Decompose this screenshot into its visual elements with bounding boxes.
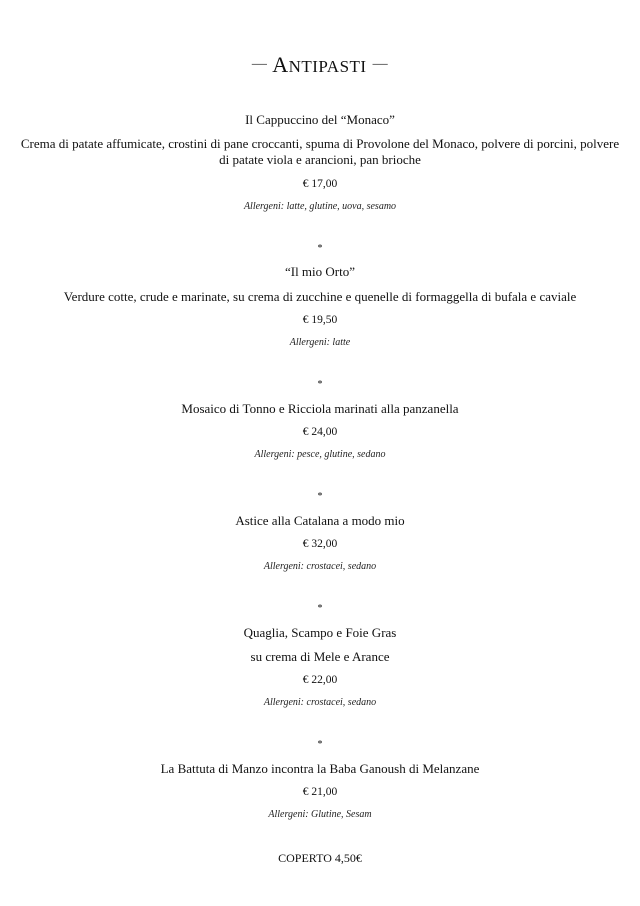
dish-price: € 22,00	[302, 674, 338, 686]
dish-price: € 32,00	[302, 538, 338, 550]
dish-title: Il Cappuccino del “Monaco”	[245, 112, 395, 127]
dish-title: Mosaico di Tonno e Ricciola marinati alla panzanella	[181, 401, 459, 416]
dish-allergens: Allergeni: Glutine, Sesam	[268, 809, 372, 820]
dish-allergens: Allergeni: latte	[289, 337, 351, 348]
dish-allergens: Allergeni: latte, glutine, uova, sesamo	[243, 201, 397, 212]
dish-price: € 21,00	[302, 786, 338, 798]
cover-charge: COPERTO 4,50€	[278, 851, 362, 865]
separator: *	[317, 603, 323, 614]
separator: *	[317, 739, 323, 750]
dish-description: Verdure cotte, crude e marinate, su crema di zucchine e quenelle di formaggella di bufala e caviale	[63, 289, 577, 304]
title-initial: A	[272, 52, 289, 77]
dish-title: “Il mio Orto”	[284, 264, 356, 279]
dish-price: € 17,00	[302, 178, 338, 190]
separator: *	[317, 379, 323, 390]
separator: *	[317, 491, 323, 502]
title-rest: NTIPASTI	[288, 57, 367, 76]
title-dash-right: —	[372, 56, 389, 72]
dish-allergens: Allergeni: pesce, glutine, sedano	[254, 449, 386, 460]
dish-title: Astice alla Catalana a modo mio	[235, 513, 405, 528]
dish-title: Quaglia, Scampo e Foie Gras	[243, 625, 397, 640]
title-dash-left: —	[251, 56, 268, 72]
dish-allergens: Allergeni: crostacei, sedano	[263, 697, 377, 708]
dish-allergens: Allergeni: crostacei, sedano	[263, 561, 377, 572]
dish-description: Crema di patate affumicate, crostini di pane croccanti, spuma di Provolone del Monaco, polvere di porcini, polvere di patate viola e arancioni, pan brioche	[20, 136, 620, 167]
section-title	[0, 52, 640, 78]
separator: *	[317, 243, 323, 254]
dish-title: La Battuta di Manzo incontra la Baba Ganoush di Melanzane	[160, 761, 480, 776]
dish-price: € 19,50	[302, 314, 338, 326]
dish-price: € 24,00	[302, 426, 338, 438]
dish-subtitle: su crema di Mele e Arance	[250, 649, 390, 664]
